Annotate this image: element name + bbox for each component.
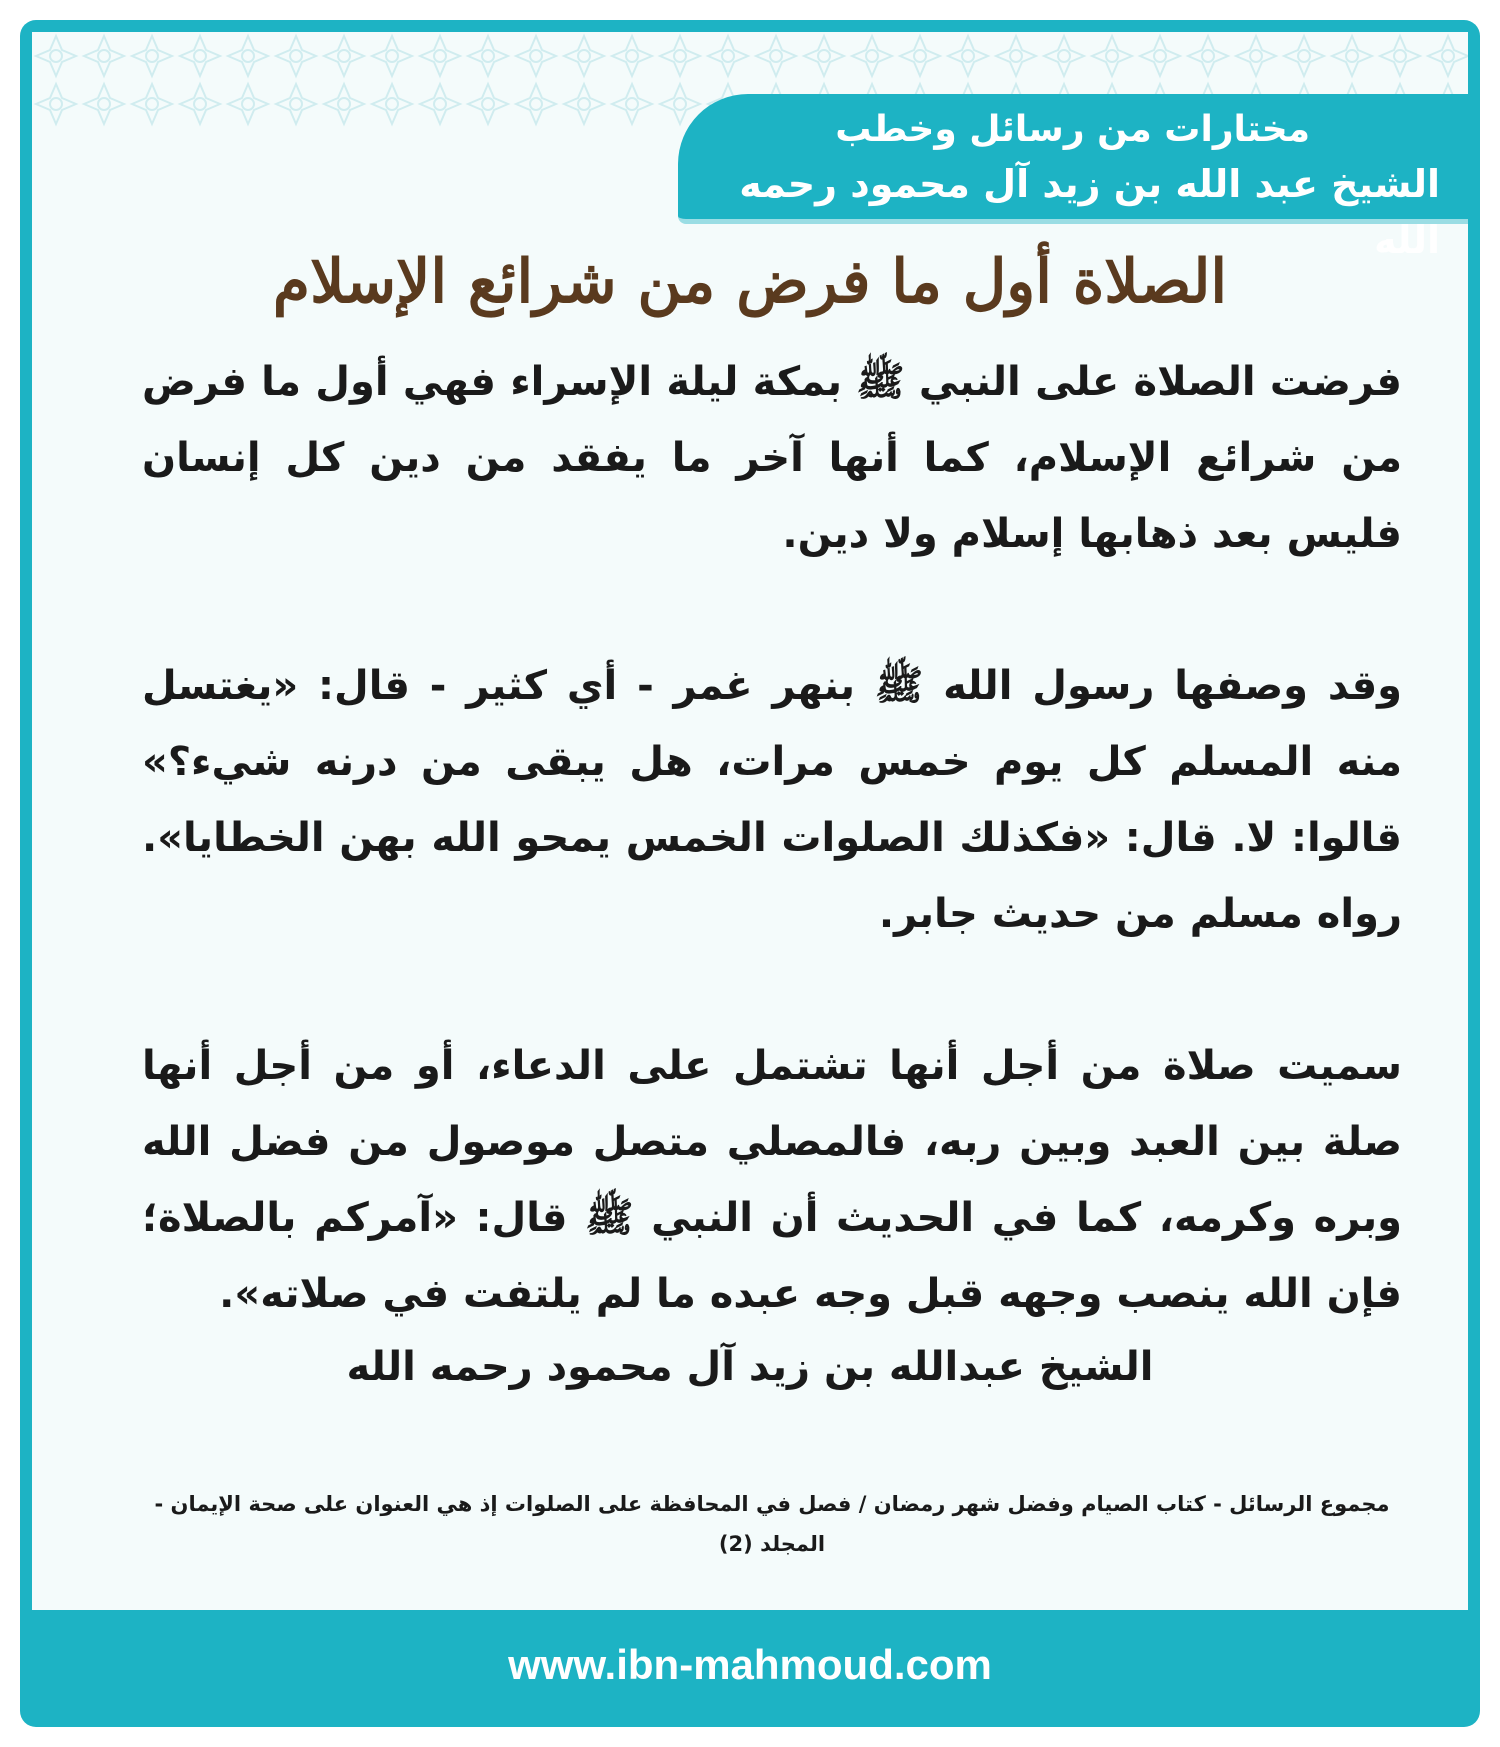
paragraph-2: وقد وصفها رسول الله ﷺ بنهر غمر - أي كثير - قال: «يغتسل منه المسلم كل يوم خمس مرات، هل يبقى من درنه شيء؟» قالوا: لا. قال: «فكذلك الصلوات الخمس يمحو الله بهن الخطايا». رواه مسلم من حديث جابر. (142, 663, 1402, 937)
signature: الشيخ عبدالله بن زيد آل محمود رحمه الله (346, 1344, 1154, 1390)
paragraph-3: سميت صلاة من أجل أنها تشتمل على الدعاء، أو من أجل أنها صلة بين العبد وبين ربه، فالمصلي متصل موصول من فضل الله وبره وكرمه، كما في الحديث أن النبي ﷺ قال: «آمركم بالصلاة؛ فإن الله ينصب وجهه قبل وجه عبده ما لم يلتفت في صلاته». (142, 1043, 1402, 1317)
footer-url[interactable]: www.ibn-mahmoud.com (508, 1641, 992, 1688)
content-panel (32, 32, 1468, 1610)
page-title: الصلاة أول ما فرض من شرائع الإسلام (272, 247, 1228, 317)
article-body (142, 344, 1402, 1408)
header-band (678, 94, 1468, 262)
header-subtitle: مختارات من رسائل وخطب (835, 109, 1310, 150)
source-citation: مجموع الرسائل - كتاب الصيام وفضل شهر رمضان / فصل في المحافظة على الصلوات إذ هي العنوان على صحة الإيمان - المجلد (2) (154, 1492, 1390, 1556)
page-frame (20, 20, 1480, 1727)
paragraph-1: فرضت الصلاة على النبي ﷺ بمكة ليلة الإسراء فهي أول ما فرض من شرائع الإسلام، كما أنها آخر ما يفقد من دين كل إنسان فليس بعد ذهابها إسلام ولا دين. (142, 359, 1402, 557)
header-author: الشيخ عبد الله بن زيد آل محمود رحمه الله (739, 162, 1440, 262)
